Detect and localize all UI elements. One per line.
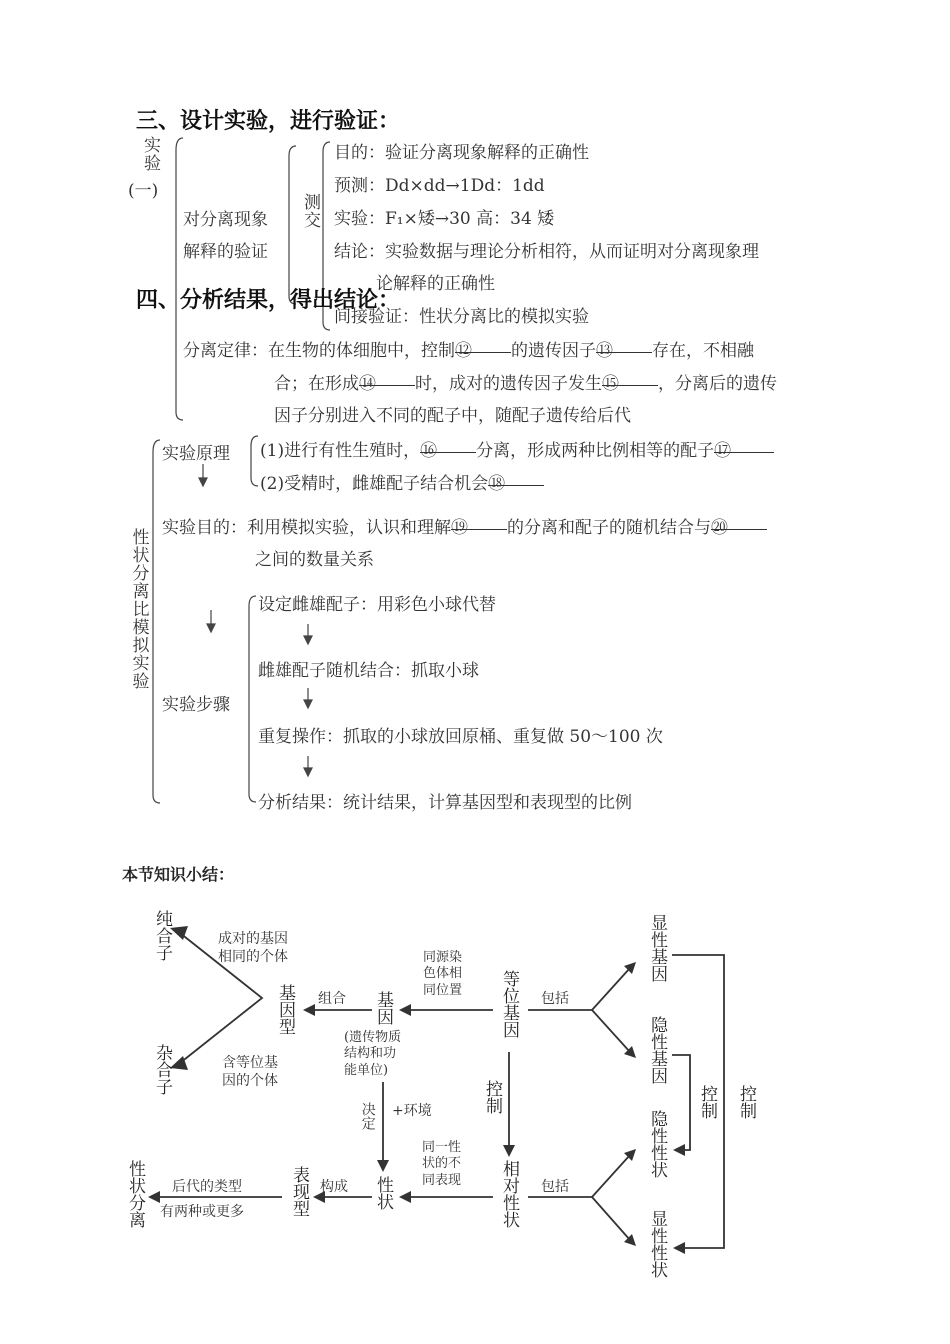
law-text: 存在，不相融 [652, 341, 754, 361]
law-text: 合；在形成 [274, 374, 359, 394]
predict-line: 预测：Dd×dd→1Dd：1dd [334, 176, 545, 196]
control-outer-label: 控制 [736, 1085, 756, 1119]
law-text: 时，成对的遗传因子发生 [415, 374, 602, 394]
homo-desc-1: 成对的基因 [218, 931, 288, 947]
step-1: 设定雌雄配子：用彩色小球代替 [258, 595, 496, 615]
law-line2 [274, 369, 777, 394]
relative-trait-node: 相对性状 [499, 1160, 519, 1228]
control-inner-label: 控制 [697, 1085, 717, 1119]
purpose-line [162, 513, 767, 538]
experiment-line: 实验：F₁×矮→30 高：34 矮 [334, 209, 555, 229]
same-trait-line: 同表现 [422, 1172, 462, 1188]
env-label: +环境 [392, 1103, 432, 1119]
blank-15[interactable] [602, 369, 658, 394]
offspring-desc-1: 后代的类型 [172, 1179, 242, 1195]
verify-brace [289, 146, 296, 304]
num-20: ⑳ [711, 518, 728, 538]
sim-brace [153, 440, 160, 803]
gene-note-line: (遗传物质 [344, 1030, 402, 1045]
hetero-desc-1: 含等位基 [222, 1055, 278, 1071]
num-17: ⑰ [714, 441, 732, 461]
blank-17[interactable] [714, 436, 774, 461]
blank-14[interactable] [359, 369, 415, 394]
summary-title: 本节知识小结： [122, 865, 235, 884]
gene-node: 基因 [373, 991, 393, 1025]
same-trait-line: 同一性 [422, 1140, 462, 1155]
recessive-gene-node: 隐性基因 [647, 1016, 667, 1084]
same-trait-note [422, 1140, 461, 1189]
num-19: ⑲ [451, 518, 468, 538]
control-mid-label: 控制 [482, 1080, 502, 1114]
law-text: 的遗传因子 [511, 341, 596, 361]
blank-18[interactable] [488, 469, 544, 494]
principle-label: 实验原理 [162, 444, 230, 464]
step-4: 分析结果：统计结果，计算基因型和表现型的比例 [258, 793, 632, 813]
steps-label: 实验步骤 [162, 695, 230, 715]
include-label-2: 包括 [541, 1179, 569, 1195]
decide-label: 决定 [359, 1102, 376, 1130]
num-14: ⑭ [359, 374, 376, 394]
step-3: 重复操作：抓取的小球放回原桶、重复做 50～100 次 [258, 727, 663, 747]
phenotype-node: 表现型 [289, 1166, 309, 1217]
steps-brace [249, 596, 256, 802]
law-line3: 因子分别进入不同的配子中，随配子遗传给后代 [274, 406, 631, 426]
verify-line2: 解释的验证 [183, 242, 268, 262]
trait-node: 性状 [373, 1176, 393, 1210]
num-15: ⑮ [602, 374, 619, 394]
section3-title: 三、设计实验，进行验证： [136, 109, 401, 134]
same-trait-line: 状的不 [422, 1156, 462, 1172]
verify-line1: 对分离现象 [183, 210, 268, 230]
allele-node: 等位基因 [499, 970, 519, 1038]
blank-19[interactable] [451, 513, 507, 538]
sim-side-label: 性状分离比模拟实验 [128, 528, 149, 690]
testcross-label: 测交 [300, 193, 320, 229]
homolog-note [423, 950, 462, 999]
blank-16[interactable] [420, 436, 476, 461]
step-2: 雌雄配子随机结合：抓取小球 [258, 661, 479, 681]
gene-note [344, 1030, 401, 1079]
num-16: ⑯ [420, 441, 438, 461]
hetero-desc-2: 因的个体 [222, 1073, 278, 1089]
segregation-node: 性状分离 [125, 1160, 145, 1228]
purpose-text: 的分离和配子的随机结合与 [507, 518, 711, 538]
indirect-line: 间接验证：性状分离比的模拟实验 [334, 307, 589, 327]
principle-brace [251, 436, 258, 486]
law-text: 分离定律：在生物的体细胞中，控制 [183, 341, 455, 361]
section4-title: 四、分析结果，得出结论： [136, 288, 401, 313]
outer-brace [176, 138, 183, 420]
blank-20[interactable] [711, 513, 767, 538]
blank-12[interactable] [455, 336, 511, 361]
compose-label: 构成 [320, 1179, 348, 1195]
num-18: ⑱ [488, 474, 506, 494]
principle-2 [260, 469, 544, 494]
dominant-trait-node: 显性性状 [647, 1210, 667, 1278]
conclusion-line2: 论解释的正确性 [376, 274, 495, 294]
homolog-line: 同源染 [423, 950, 463, 965]
principle-text: (2)受精时，雌雄配子结合机会 [260, 474, 489, 494]
genotype-node: 基因型 [275, 984, 295, 1035]
law-line1 [183, 336, 754, 361]
principle-1 [260, 436, 774, 461]
num-12: ⑫ [455, 341, 472, 361]
exp-label: 实验 [140, 136, 160, 172]
recessive-trait-node: 隐性性状 [647, 1110, 667, 1178]
homolog-line: 色体相 [423, 966, 463, 982]
gene-note-line: 能单位) [344, 1062, 389, 1078]
include-label-1: 包括 [541, 991, 569, 1007]
num-13: ⑬ [596, 341, 613, 361]
purpose-line2: 之间的数量关系 [255, 550, 374, 570]
exp-paren: (一) [128, 181, 159, 201]
blank-13[interactable] [596, 336, 652, 361]
law-text: ，分离后的遗传 [658, 374, 777, 394]
purpose-text: 实验目的：利用模拟实验，认识和理解 [162, 518, 451, 538]
principle-text: (1)进行有性生殖时， [260, 441, 421, 461]
homozygote-node: 纯合子 [152, 910, 172, 961]
dominant-gene-node: 显性基因 [647, 914, 667, 982]
principle-text: 分离，形成两种比例相等的配子 [476, 441, 715, 461]
gene-note-line: 结构和功 [344, 1046, 397, 1062]
combine-label: 组合 [318, 991, 346, 1007]
purpose-line: 目的：验证分离现象解释的正确性 [334, 143, 589, 163]
homo-desc-2: 相同的个体 [218, 949, 288, 965]
conclusion-line1: 结论：实验数据与理论分析相符，从而证明对分离现象理 [334, 242, 759, 262]
offspring-desc-2: 有两种或更多 [160, 1204, 244, 1220]
homolog-line: 同位置 [423, 982, 463, 998]
heterozygote-node: 杂合子 [152, 1044, 172, 1095]
